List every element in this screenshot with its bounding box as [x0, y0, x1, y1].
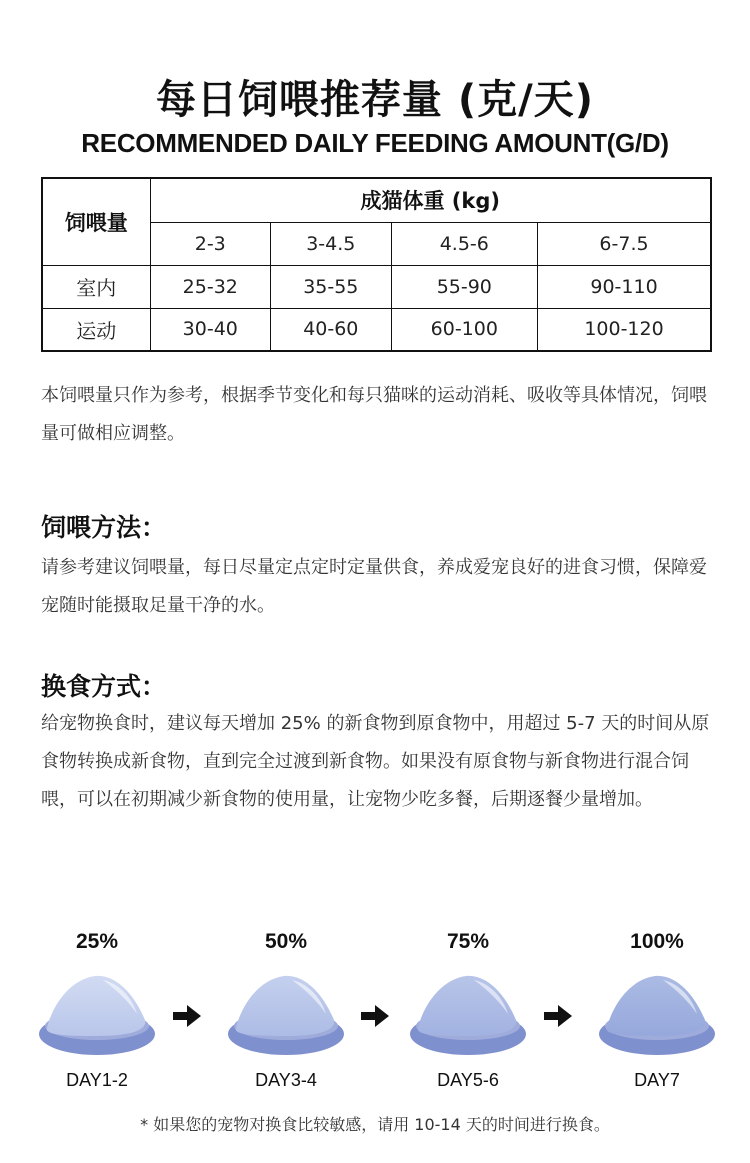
stage-percent: 25%	[75, 930, 119, 953]
weight-header: 2-3	[150, 222, 271, 265]
stage-day: DAY3-4	[255, 1070, 317, 1090]
stage-day: DAY5-6	[437, 1070, 499, 1090]
transition-stage	[216, 930, 356, 1091]
feeding-note: 本饲喂量只作为参考，根据季节变化和每只猫咪的运动消耗、吸收等具体情况，饲喂量可做相应调整。	[41, 385, 707, 444]
weight-group-header: 成猫体重 (kg)	[150, 178, 711, 222]
table-cell: 100-120	[538, 308, 711, 351]
table-cell: 30-40	[150, 308, 271, 351]
footnote: * 如果您的宠物对换食比较敏感，请用 10-14 天的时间进行换食。	[140, 1115, 610, 1134]
feeding-table	[41, 177, 712, 352]
stage-percent: 50%	[264, 930, 308, 953]
food-bowl-icon	[226, 970, 346, 1056]
page-subtitle: RECOMMENDED DAILY FEEDING AMOUNT(G/D)	[81, 128, 669, 158]
food-bowl-icon	[408, 970, 528, 1056]
table-cell: 60-100	[391, 308, 537, 351]
stage-day: DAY7	[634, 1070, 680, 1090]
weight-header: 3-4.5	[271, 222, 392, 265]
right-arrow-icon	[173, 1005, 201, 1027]
stage-percent: 75%	[446, 930, 490, 953]
feeding-method-heading: 饲喂方法：	[41, 513, 167, 542]
transition-stage	[587, 930, 727, 1091]
table-row	[42, 308, 711, 351]
weight-header: 4.5-6	[391, 222, 537, 265]
stage-day: DAY1-2	[66, 1070, 128, 1090]
transition-stage	[398, 930, 538, 1091]
table-corner-label: 饲喂量	[42, 178, 150, 265]
weight-header: 6-7.5	[538, 222, 711, 265]
table-cell: 40-60	[271, 308, 392, 351]
food-bowl-icon	[597, 970, 717, 1056]
right-arrow-icon	[544, 1005, 572, 1027]
transition-stage	[27, 930, 167, 1091]
stage-percent: 100%	[630, 930, 684, 953]
table-row	[42, 265, 711, 308]
table-cell: 35-55	[271, 265, 392, 308]
table-cell: 90-110	[538, 265, 711, 308]
table-cell: 25-32	[150, 265, 271, 308]
row-label-active: 运动	[42, 308, 150, 351]
table-cell: 55-90	[391, 265, 537, 308]
feeding-method-text: 请参考建议饲喂量，每日尽量定点定时定量供食，养成爱宠良好的进食习惯，保障爱宠随时能摄取足量干净的水。	[41, 557, 707, 616]
food-bowl-icon	[37, 970, 157, 1056]
row-label-indoor: 室内	[42, 265, 150, 308]
food-change-heading: 换食方式：	[41, 672, 167, 701]
food-change-text: 给宠物换食时，建议每天增加 25% 的新食物到原食物中，用超过 5-7 天的时间从原食物转换成新食物，直到完全过渡到新食物。如果没有原食物与新食物进行混合饲喂，可以在初期减少新食物的使用量，让宠物少吃多餐，后期逐餐少量增加。	[41, 713, 710, 810]
right-arrow-icon	[361, 1005, 389, 1027]
page-title: 每日饲喂推荐量 (克/天)	[155, 77, 595, 123]
